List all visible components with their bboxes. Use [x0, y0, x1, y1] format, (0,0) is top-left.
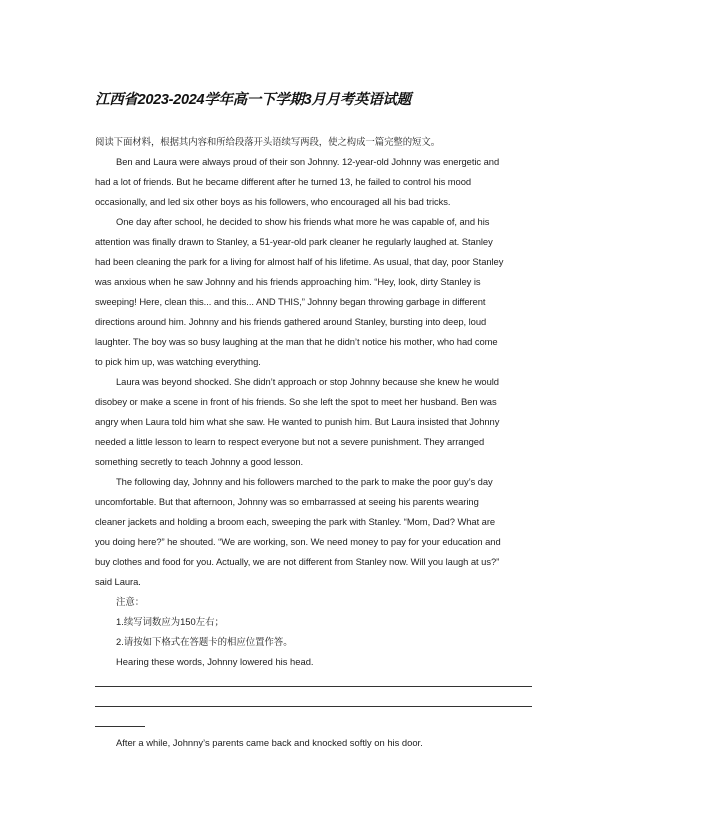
text-line: had been cleaning the park for a living for almost half of his lifetime. As usual, that day, poor Stanley — [95, 256, 504, 267]
text-line: disobey or make a scene in front of his friends. So she left the spot to meet her husband. Ben was — [95, 396, 497, 407]
text-line: occasionally, and led six other boys as his followers, who encouraged all his bad tricks. — [95, 196, 451, 207]
notes-heading: 注意： — [116, 596, 145, 607]
note-item: 2.请按如下格式在答题卡的相应位置作答。 — [116, 636, 293, 647]
instruction-text — [95, 132, 543, 152]
text-line: directions around him. Johnny and his friends gathered around Stanley, bursting into deep, loud — [95, 316, 487, 327]
text-line: said Laura. — [95, 576, 141, 587]
story-paragraph-4 — [95, 472, 543, 592]
text-line: laughter. The boy was so busy laughing at the man that he didn’t notice his mother, who had come — [95, 336, 498, 347]
text-line: buy clothes and food for you. Actually, we are not different from Stanley now. Will you laugh at us?” — [95, 556, 500, 567]
story-paragraph-3 — [95, 372, 543, 472]
text-line: something secretly to teach Johnny a good lesson. — [95, 456, 304, 467]
answer-line[interactable] — [95, 726, 145, 727]
text-line: One day after school, he decided to show his friends what more he was capable of, and his — [116, 216, 490, 227]
text-line: Ben and Laura were always proud of their son Johnny. 12-year-old Johnny was energetic and — [116, 156, 500, 167]
answer-line[interactable] — [95, 706, 532, 707]
text-line: you doing here?” he shouted. “We are working, son. We need money to pay for your education and — [95, 536, 501, 547]
text-line: to pick him up, was watching everything. — [95, 356, 261, 367]
text-line: The following day, Johnny and his followers marched to the park to make the poor guy’s day — [116, 476, 493, 487]
text-line: uncomfortable. But that afternoon, Johnny was so embarrassed at seeing his parents wearing — [95, 496, 479, 507]
note-item: 1.续写词数应为150左右； — [116, 616, 224, 627]
text-line: was anxious when he saw Johnny and his friends approaching him. “Hey, look, dirty Stanley is — [95, 276, 481, 287]
text-line: angry when Laura told him what she saw. He wanted to punish him. But Laura insisted that Johnny — [95, 416, 500, 427]
text-line: needed a little lesson to learn to respect everyone but not a severe punishment. They arranged — [95, 436, 485, 447]
text-line: had a lot of friends. But he became different after he turned 13, he failed to control his mood — [95, 176, 472, 187]
instruction-line: 阅读下面材料，根据其内容和所给段落开头语续写两段，使之构成一篇完整的短文。 — [95, 136, 441, 147]
continuation-start-1: Hearing these words, Johnny lowered his head. — [116, 656, 314, 667]
document-title: 江西省2023-2024学年高一下学期3月月考英语试题 — [95, 92, 411, 108]
story-paragraph-2 — [95, 212, 543, 372]
text-line: attention was finally drawn to Stanley, a 51-year-old park cleaner he regularly laughed at. Stanley — [95, 236, 493, 247]
text-line: sweeping! Here, clean this... and this... AND THIS,” Johnny began throwing garbage in different — [95, 296, 486, 307]
story-paragraph-1 — [95, 152, 543, 212]
answer-line[interactable] — [95, 686, 532, 687]
text-line: Laura was beyond shocked. She didn’t approach or stop Johnny because she knew he would — [116, 376, 499, 387]
continuation-start-2: After a while, Johnny’s parents came back and knocked softly on his door. — [116, 737, 423, 748]
text-line: cleaner jackets and holding a broom each, sweeping the park with Stanley. “Mom, Dad? What are — [95, 516, 496, 527]
